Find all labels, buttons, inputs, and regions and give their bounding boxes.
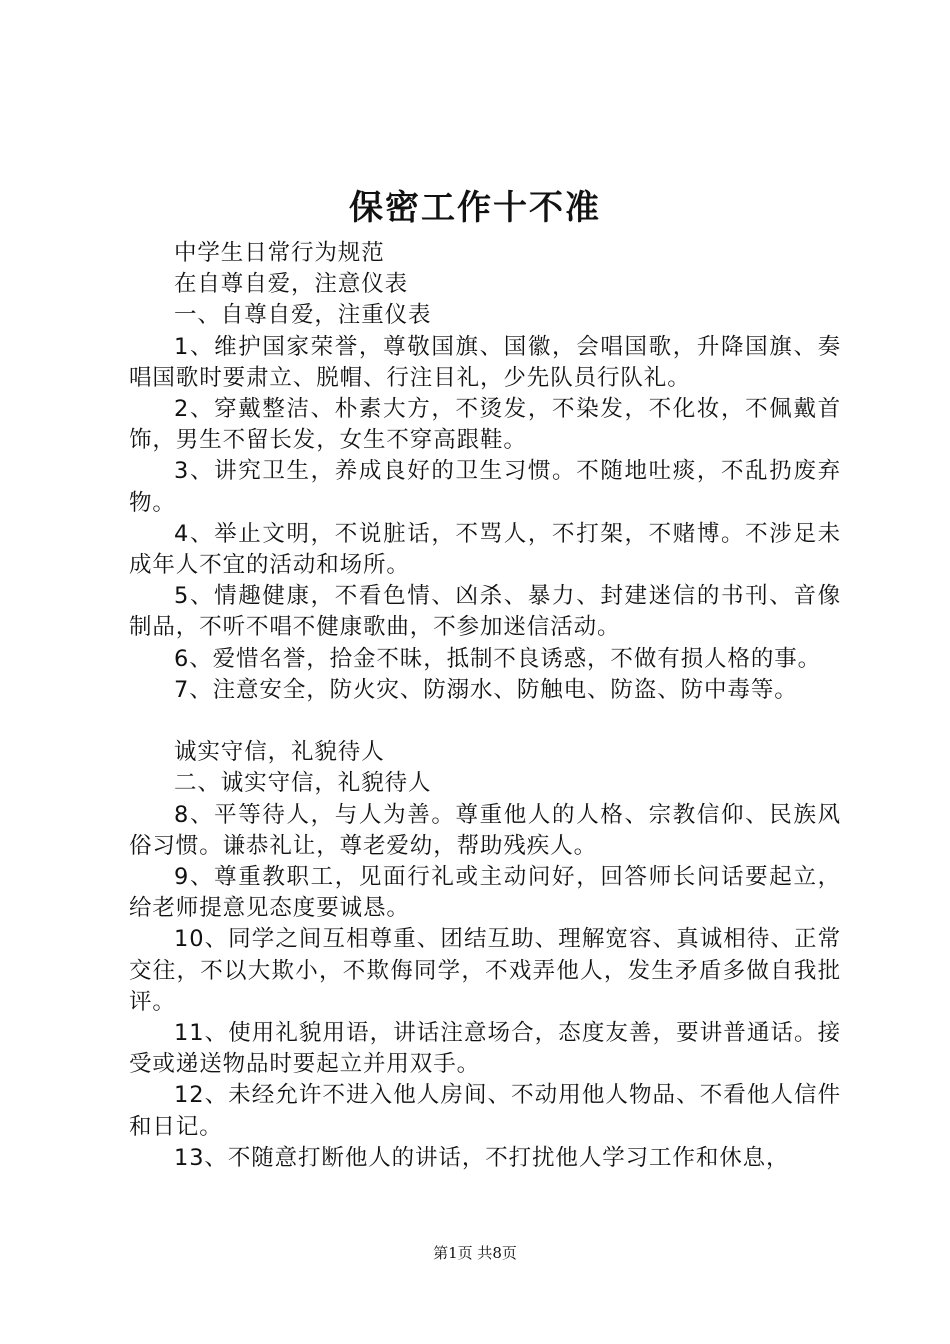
rule-item: 10、同学之间互相尊重、团结互助、理解宽容、真诚相待、正常交往，不以大欺小，不欺侮同学，不戏弄他人，发生矛盾多做自我批评。 <box>129 926 841 1015</box>
document-title: 保密工作十不准 <box>349 188 601 228</box>
rule-item: 6、爱惜名誉，拾金不昧，抵制不良诱惑，不做有损人格的事。 <box>174 645 822 672</box>
rule-item: 11、使用礼貌用语，讲话注意场合，态度友善，要讲普通话。接受或递送物品时要起立并用双手。 <box>129 1020 841 1078</box>
document-body <box>129 238 841 1174</box>
paragraph: 中学生日常行为规范 <box>174 240 385 266</box>
paragraph: 在自尊自爱，注意仪表 <box>174 271 409 298</box>
rule-item: 8、平等待人，与人为善。尊重他人的人格、宗教信仰、民族风俗习惯。谦恭礼让，尊老爱幼，帮助残疾人。 <box>129 801 841 859</box>
section-heading: 二、诚实守信，礼貌待人 <box>174 770 432 797</box>
rule-item: 12、未经允许不进入他人房间、不动用他人物品、不看他人信件和日记。 <box>129 1082 841 1140</box>
rule-item: 1、维护国家荣誉，尊敬国旗、国徽，会唱国歌，升降国旗、奏唱国歌时要肃立、脱帽、行注目礼，少先队员行队礼。 <box>129 333 841 391</box>
rule-item: 3、讲究卫生，养成良好的卫生习惯。不随地吐痰，不乱扔废弃物。 <box>129 458 841 516</box>
section-heading: 一、自尊自爱，注重仪表 <box>174 302 432 329</box>
rule-item: 5、情趣健康，不看色情、凶杀、暴力、封建迷信的书刊、音像制品，不听不唱不健康歌曲，不参加迷信活动。 <box>129 583 841 641</box>
paragraph: 诚实守信，礼貌待人 <box>174 739 385 766</box>
blank-line <box>129 706 841 737</box>
rule-item: 4、举止文明，不说脏话，不骂人，不打架，不赌博。不涉足未成年人不宜的活动和场所。 <box>129 520 841 579</box>
rule-item: 7、注意安全，防火灾、防溺水、防触电、防盗、防中毒等。 <box>174 676 798 703</box>
rule-item: 13、不随意打断他人的讲话，不打扰他人学习工作和休息， <box>174 1144 790 1171</box>
page-number-footer: 第1页 共8页 <box>433 1244 517 1262</box>
rule-item: 9、尊重教职工，见面行礼或主动问好，回答师长问话要起立，给老师提意见态度要诚恳。 <box>129 864 841 922</box>
rule-item: 2、穿戴整洁、朴素大方，不烫发，不染发，不化妆，不佩戴首饰，男生不留长发，女生不穿高跟鞋。 <box>129 396 841 454</box>
